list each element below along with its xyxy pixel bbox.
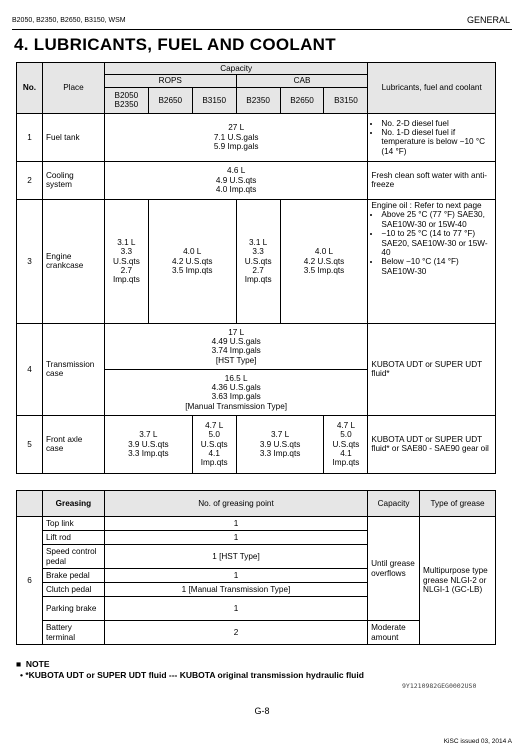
col-cab: CAB — [236, 75, 368, 87]
greasing-place: Top link — [42, 517, 104, 531]
fuel-capacity: 27 L 7.1 U.S.gals 5.9 Imp.gals — [104, 113, 368, 161]
col-place: Place — [42, 63, 104, 114]
grease-capacity-moderate: Moderate amount — [368, 621, 420, 645]
engine-capacity-cab-b2350: 3.1 L 3.3 U.S.qts 2.7 Imp.qts — [236, 199, 280, 323]
page-header — [12, 15, 512, 30]
col-lubricants: Lubricants, fuel and coolant — [368, 63, 496, 114]
greasing-place: Battery terminal — [42, 621, 104, 645]
models-label: B2050, B2350, B2650, B3150, WSM — [12, 17, 126, 24]
row-place: Cooling system — [42, 161, 104, 199]
row-place: Transmission case — [42, 323, 104, 415]
coolant-capacity: 4.6 L 4.9 U.S.qts 4.0 Imp.qts — [104, 161, 368, 199]
axle-capacity-rops-b2050: 3.7 L 3.9 U.S.qts 3.3 Imp.qts — [104, 415, 192, 473]
col-rops: ROPS — [104, 75, 236, 87]
greasing-place: Lift rod — [42, 531, 104, 545]
note-block: ■ NOTE • *KUBOTA UDT or SUPER UDT fluid --- KUBOTA original transmission hydraulic fluid — [16, 659, 364, 680]
row-number: 4 — [17, 323, 43, 415]
row-number: 5 — [17, 415, 43, 473]
engine-oil-intro: Engine oil : Refer to next page — [371, 200, 482, 210]
engine-capacity-cab-b2650: 4.0 L 4.2 U.S.qts 3.5 Imp.qts — [280, 199, 368, 323]
list-item: • No. 1-D diesel fuel if temperature is below −10 °C (14 °F) — [381, 128, 492, 156]
col-no: No. — [17, 63, 43, 114]
greasing-place: Parking brake — [42, 597, 104, 621]
model-b3150: B3150 — [192, 87, 236, 113]
list-item: • No. 2-D diesel fuel — [381, 119, 492, 128]
capacity-table — [16, 62, 496, 474]
greasing-place: Speed control pedal — [42, 545, 104, 569]
axle-lubricant: KUBOTA UDT or SUPER UDT fluid* or SAE80 - SAE90 gear oil — [368, 415, 496, 473]
greasing-count: 1 [HST Type] — [104, 545, 367, 569]
coolant-lubricant: Fresh clean soft water with anti-freeze — [368, 161, 496, 199]
footer-issue: KiSC issued 03, 2014 A — [443, 738, 512, 745]
list-item: • −10 to 25 °C (14 to 77 °F) SAE20, SAE10W-30 or 15W-40 — [381, 229, 492, 257]
engine-capacity-rops-b2050: 3.1 L 3.3 U.S.qts 2.7 Imp.qts — [104, 199, 148, 323]
transmission-capacity-hst: 17 L 4.49 U.S.gals 3.74 Imp.gals [HST Type] — [104, 323, 368, 369]
model-cab-b3150: B3150 — [324, 87, 368, 113]
page-number: G-8 — [254, 706, 270, 716]
list-item: • Below −10 °C (14 °F) SAE10W-30 — [381, 257, 492, 276]
greasing-count: 1 — [104, 531, 367, 545]
col-grease-type: Type of grease — [420, 491, 496, 517]
table-row — [17, 199, 496, 323]
grease-type: Multipurpose type grease NLGI-2 or NLGI-1 (GC-LB) — [420, 517, 496, 645]
greasing-count: 1 [Manual Transmission Type] — [104, 583, 367, 597]
section-label: GENERAL — [466, 15, 510, 25]
model-b2050-b2350: B2050 B2350 — [104, 87, 148, 113]
col-greasing-points: No. of greasing point — [104, 491, 367, 517]
table-row — [17, 415, 496, 473]
row-number: 1 — [17, 113, 43, 161]
axle-capacity-rops-b3150: 4.7 L 5.0 U.S.qts 4.1 Imp.qts — [192, 415, 236, 473]
row-place: Fuel tank — [42, 113, 104, 161]
row-number: 3 — [17, 199, 43, 323]
grease-capacity-until: Until grease overflows — [368, 517, 420, 621]
greasing-place: Clutch pedal — [42, 583, 104, 597]
model-cab-b2650: B2650 — [280, 87, 324, 113]
note-square-icon: ■ — [16, 659, 22, 669]
row-place: Front axle case — [42, 415, 104, 473]
note-title: NOTE — [25, 659, 50, 669]
table-row — [17, 113, 496, 161]
engine-lubricant — [368, 199, 496, 323]
greasing-place: Brake pedal — [42, 569, 104, 583]
row-number: 2 — [17, 161, 43, 199]
col-greasing: Greasing — [42, 491, 104, 517]
greasing-count: 1 — [104, 517, 367, 531]
model-b2650: B2650 — [148, 87, 192, 113]
transmission-lubricant: KUBOTA UDT or SUPER UDT fluid* — [368, 323, 496, 415]
transmission-capacity-manual: 16.5 L 4.36 U.S.gals 3.63 Imp.gals [Manual Transmission Type] — [104, 369, 368, 415]
table-row — [17, 161, 496, 199]
model-cab-b2350: B2350 — [236, 87, 280, 113]
engine-capacity-rops-b2650: 4.0 L 4.2 U.S.qts 3.5 Imp.qts — [148, 199, 236, 323]
axle-capacity-cab-b3150: 4.7 L 5.0 U.S.qts 4.1 Imp.qts — [324, 415, 368, 473]
axle-capacity-cab-b2350: 3.7 L 3.9 U.S.qts 3.3 Imp.qts — [236, 415, 324, 473]
greasing-count: 1 — [104, 569, 367, 583]
row-number: 6 — [17, 517, 43, 645]
page-title: 4. LUBRICANTS, FUEL AND COOLANT — [14, 35, 336, 54]
greasing-count: 1 — [104, 597, 367, 621]
fuel-lubricant — [368, 113, 496, 161]
greasing-table — [16, 490, 496, 645]
row-place: Engine crankcase — [42, 199, 104, 323]
greasing-count: 2 — [104, 621, 367, 645]
col-capacity: Capacity — [104, 63, 368, 75]
col-grease-capacity: Capacity — [368, 491, 420, 517]
note-text: *KUBOTA UDT or SUPER UDT fluid --- KUBOTA original transmission hydraulic fluid — [25, 670, 364, 680]
reference-code: 9Y1210982GEG0002US0 — [402, 682, 477, 690]
table-row — [17, 323, 496, 369]
table-row — [17, 517, 496, 531]
list-item: • Above 25 °C (77 °F) SAE30, SAE10W-30 or 15W-40 — [381, 210, 492, 229]
